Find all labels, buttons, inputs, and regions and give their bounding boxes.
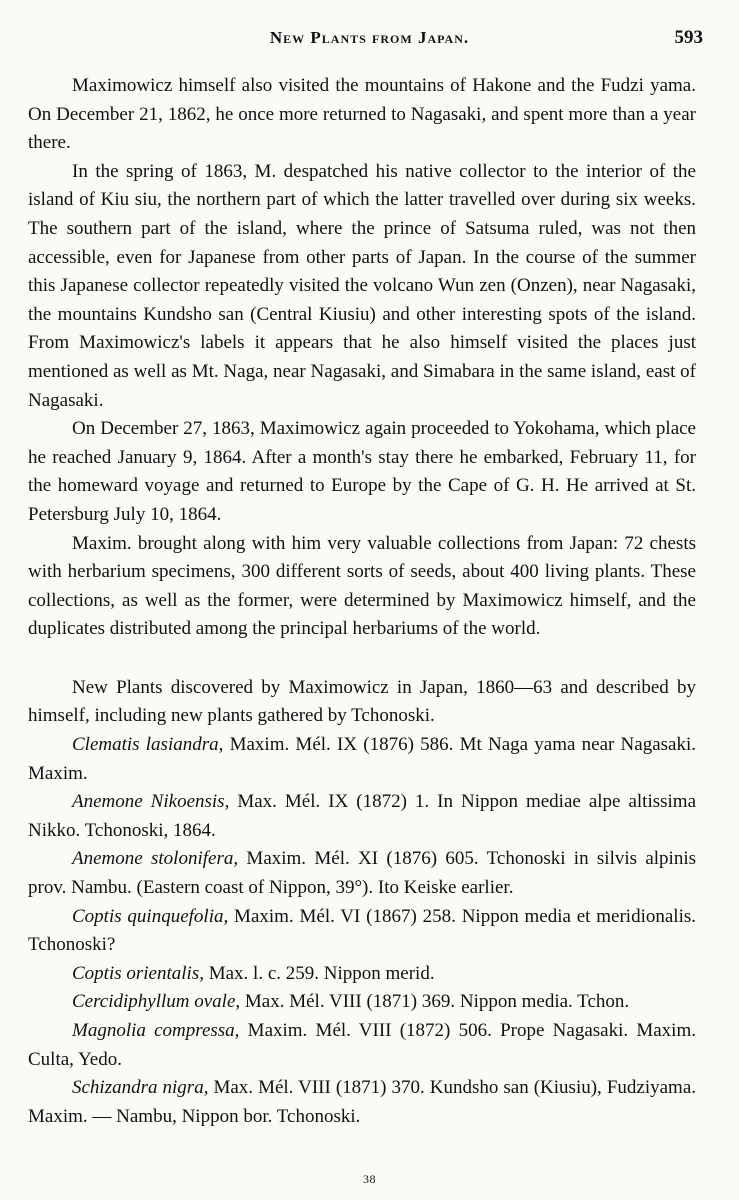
plant-details: Max. Mél. IX (1872) 1. In Nippon mediae alpe altissima Nikko. Tchonoski, 1864. bbox=[28, 791, 697, 841]
section-gap bbox=[28, 644, 696, 674]
running-header-title: New Plants from Japan. bbox=[269, 28, 470, 47]
paragraph: Maxim. brought along with him very valuable collections from Japan: 72 chests with herbarium specimens, 300 different sorts of seeds, about 400 living plants. These collections, as well as the former, were determined by Maximowicz himself, and the duplicates distributed among the principal herbariums of the world. bbox=[28, 532, 696, 640]
plant-name: Magnolia compressa, bbox=[72, 1020, 240, 1041]
plant-entry bbox=[28, 903, 696, 960]
plant-name: Coptis quinquefolia, bbox=[72, 905, 229, 927]
plant-entry bbox=[28, 1074, 696, 1131]
plant-entry bbox=[28, 988, 696, 1017]
plant-name: Anemone stolonifera, bbox=[72, 848, 239, 870]
plant-name: Schizandra nigra, bbox=[72, 1077, 209, 1099]
paragraph: In the spring of 1863, M. despatched his native collector to the interior of the island of Kiu siu, the northern part of which the latter travelled over during six weeks. The southern part of the island, where the prince of Satsuma ruled, was not then accessible, even for Japanese from other parts of Japan. In the course of the summer this Japanese collector repeatedly visited the volcano Wun zen (Onzen), near Nagasaki, the mountains Kundsho san (Central Kiusiu) and other interesting spots of the island. From Maximowicz's labels it appears that he also himself visited the places just mentioned as well as Mt. Naga, near Nagasaki, and Simabara in the same island, east of Nagasaki. bbox=[28, 160, 696, 411]
list-intro: New Plants discovered by Maximowicz in Japan, 1860—63 and described by himself, including new plants gathered by Tchonoski. bbox=[28, 676, 696, 727]
plant-details: Max. Mél. VIII (1871) 370. Kundsho san (Kiusiu), Fudziyama. Maxim. — Nambu, Nippon bor. Tchonoski. bbox=[28, 1077, 696, 1127]
plant-details: Maxim. Mél. IX (1876) 586. Mt Naga yama near Nagasaki. Maxim. bbox=[28, 734, 696, 784]
plant-entry bbox=[28, 788, 696, 845]
plant-name: Coptis orientalis, bbox=[72, 962, 204, 984]
plant-entry bbox=[28, 1017, 696, 1074]
paragraph: On December 27, 1863, Maximowicz again proceeded to Yokohama, which place he reached January 9, 1864. After a month's stay there he embarked, February 11, for the homeward voyage and returned to Europe by the Cape of G. H. He arrived at St. Petersburg July 10, 1864. bbox=[28, 418, 696, 525]
plant-details: Max. l. c. 259. Nippon merid. bbox=[203, 962, 435, 984]
plant-name: Anemone Nikoensis, bbox=[72, 791, 230, 813]
plant-details: Maxim. Mél. XI (1876) 605. Tchonoski in silvis alpinis prov. Nambu. (Eastern coast of Nippon, 39°). Ito Keiske earlier. bbox=[28, 848, 697, 899]
plant-name: Clematis lasiandra, bbox=[72, 734, 224, 756]
plant-details: Max. Mél. VIII (1871) 369. Nippon media. Tchon. bbox=[240, 991, 630, 1013]
plant-details: Maxim. Mél. VIII (1872) 506. Prope Nagasaki. Maxim. Culta, Yedo. bbox=[28, 1020, 696, 1070]
plant-entry bbox=[28, 731, 696, 788]
page-number: 593 bbox=[674, 27, 703, 48]
paragraph: Maximowicz himself also visited the mountains of Hakone and the Fudzi yama. On December 21, 1862, he once more returned to Nagasaki, and spent more than a year there. bbox=[28, 75, 696, 154]
plant-entry bbox=[28, 845, 696, 902]
printer-signature-mark: 38 bbox=[363, 1172, 376, 1186]
body-text bbox=[28, 72, 696, 1131]
plant-entry bbox=[28, 960, 696, 989]
plant-name: Cercidiphyllum ovale, bbox=[72, 991, 241, 1013]
plant-details: Maxim. Mél. VI (1867) 258. Nippon media et meridionalis. Tchonoski? bbox=[28, 905, 696, 956]
